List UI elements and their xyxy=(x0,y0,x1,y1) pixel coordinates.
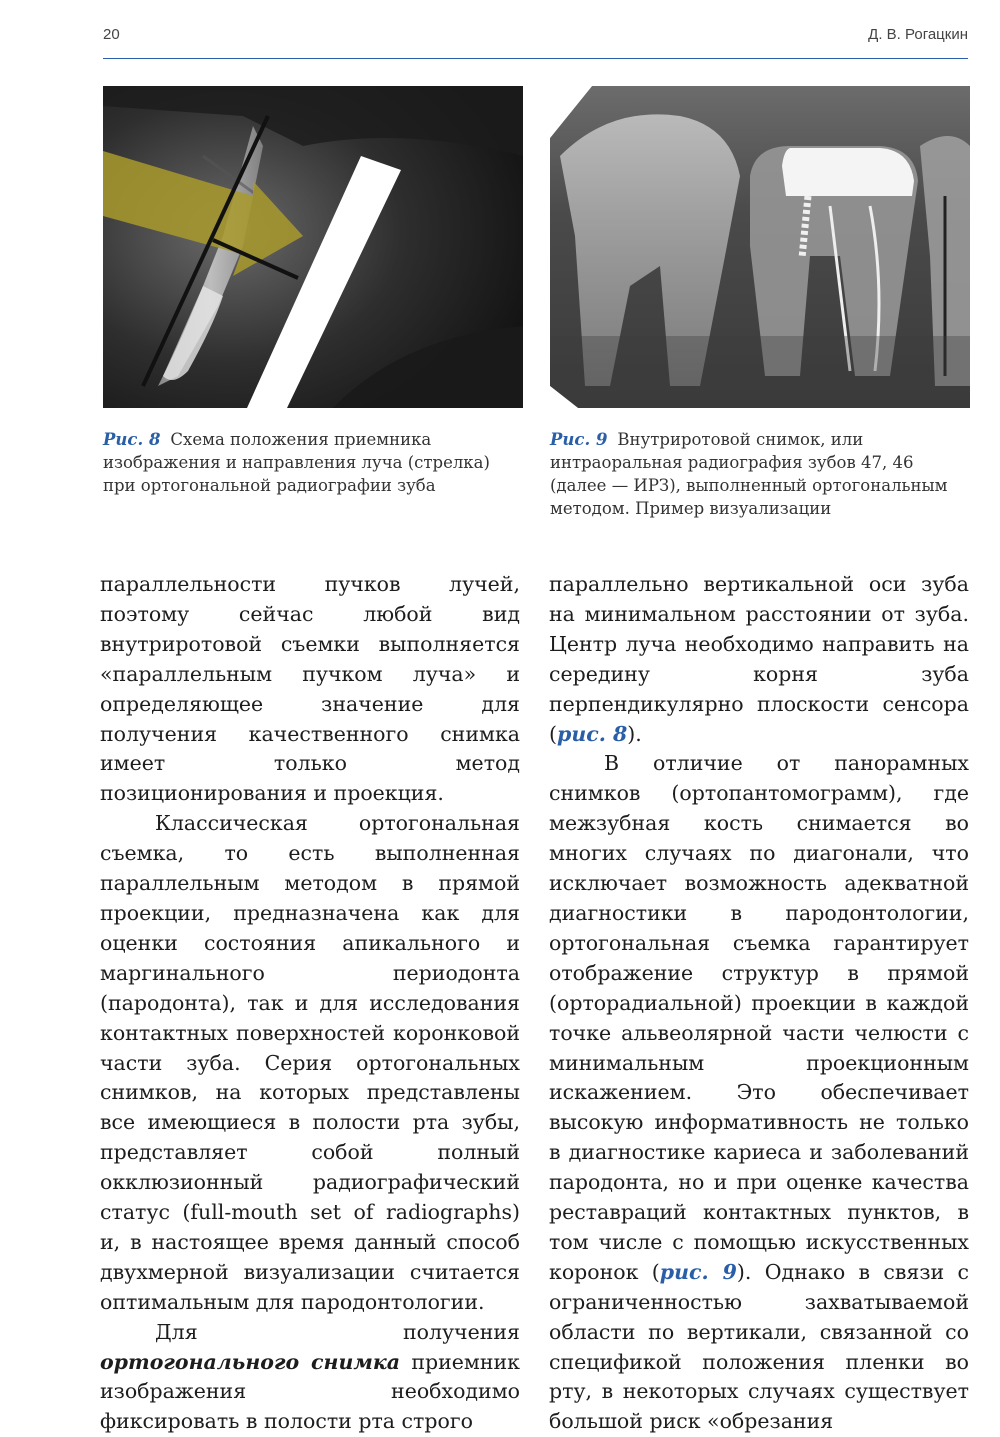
page-number: 20 xyxy=(103,26,120,43)
paragraph-text: ). Однако в связи с ограниченностью захватываемой области по вертикали, связанной со спецификой положения пленки во рту, в некоторых случаях существует большой риск «обрезания xyxy=(549,1259,970,1434)
paragraph: параллельности пучков лучей, поэтому сейчас любой вид внутриротовой съемки выполняется «параллельным пучком луча» и определяющее значение для получения качественного снимка имеет только метод позиционирования и проекция. xyxy=(100,572,520,806)
right-text-column xyxy=(549,570,969,1437)
paragraph-text: приемник изображения необходимо фиксировать в полости рта строго xyxy=(100,1349,520,1434)
emphasized-term: ортогонального снимка xyxy=(100,1349,401,1374)
figure-9-caption xyxy=(550,428,975,520)
figure-8-caption-text: Схема положения приемника изображения и направления луча (стрелка) при ортогональной радиографии зуба xyxy=(103,430,490,495)
header-divider xyxy=(103,58,968,59)
figure-8-label: Рис. 8 xyxy=(103,430,161,449)
crown-restoration-shape xyxy=(782,148,914,196)
figure-8-caption xyxy=(103,428,523,497)
paragraph: Классическая ортогональная съемка, то есть выполненная параллельным методом в прямой проекции, предназначена как для оценки состояния апикального и маргинального периодонта (пародонта), так и для исследования контактных поверхностей коронковой части зуба. Серия ортогональных снимков, на которых представлены все имеющиеся в полости рта зубы, представляет собой полный окклюзионный радиографический статус (full-mouth set of radiographs) и, в настоящее время данный способ двухмерной визуализации считается оптимальным для пародонтологии. xyxy=(100,811,520,1314)
figure-9-reference-link[interactable]: рис. 9 xyxy=(659,1259,737,1284)
figure-9-image xyxy=(550,86,970,408)
figure-8-reference-link[interactable]: рис. 8 xyxy=(557,721,628,746)
paragraph xyxy=(549,570,969,749)
figure-9-label: Рис. 9 xyxy=(550,430,608,449)
running-header-author: Д. В. Рогацкин xyxy=(868,26,968,43)
paragraph xyxy=(549,749,969,1437)
paragraph-text: Для получения xyxy=(155,1319,520,1344)
left-text-column xyxy=(100,570,520,1437)
figure-8-image xyxy=(103,86,523,408)
paragraph-text: ). xyxy=(627,721,642,746)
paragraph-text: параллельно вертикальной оси зуба на минимальном расстоянии от зуба. Центр луча необходимо направить на середину корня зуба перпендикулярно плоскости сенсора ( xyxy=(549,572,969,746)
paragraph-text: В отличие от панорамных снимков (ортопантомограмм), где межзубная кость снимается во многих случаях по диагонали, что исключает возможность адекватной диагностики в пародонтологии, ортогональная съемка гарантирует отображение структур в прямой (орторадиальной) проекции в каждой точке альвеолярной части челюсти с минимальным проекционным искажением. Это обеспечивает высокую информативность не только в диагностике кариеса и заболеваний пародонта, но и при оценке качества реставраций контактных пунктов, в том числе с помощью искусственных коронок ( xyxy=(549,751,969,1284)
figure-9-caption-text: Внутриротовой снимок, или интраоральная радиография зубов 47, 46 (далее — ИРЗ), выполненный ортогональным методом. Пример визуализации xyxy=(550,430,948,518)
paragraph xyxy=(100,1318,520,1437)
